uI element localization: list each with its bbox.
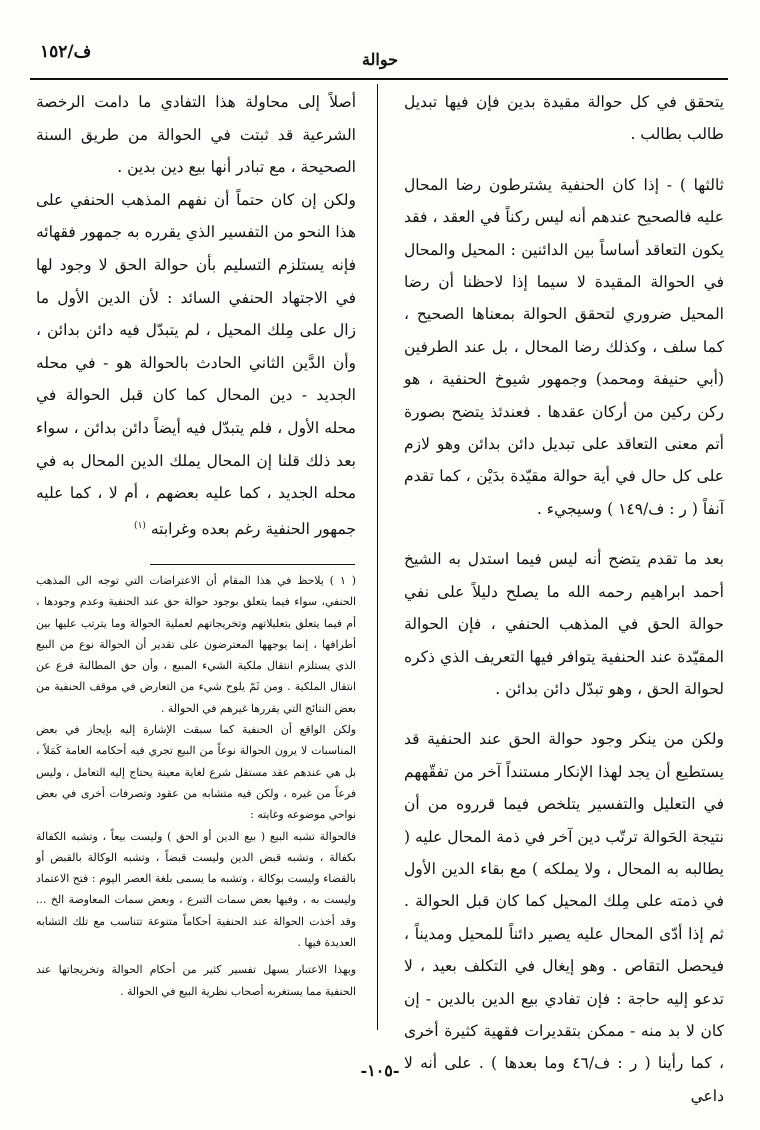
footnote: ولكن الواقع أن الحنفية كما سبقت الإشارة إليه بإيجاز في بعض المناسبات لا يرون الحوالة نوعاً من البيع تجري فيه أحكامه العامة كَمَلاً ، بل هي عندهم عقد مستقل شرع لغاية معينة يحتاج إليه التعامل ، وليس فرعاً من غيره ، ولكن فيه متشابه من عقود وتصرفات أخرى في بعض نواحي موضوعه وغايته :	[36, 723, 356, 822]
footnote-rule	[150, 564, 355, 565]
header-rule	[30, 78, 728, 80]
paragraph: ثالثها ) - إذا كان الحنفية يشترطون رضا المحال عليه فالصحيح عندهم أنه ليس ركناً في العقد ، فقد يكون التعاقد أساساً بين الدائنين : المحيل والمحال في الحوالة المقيدة لا سيما إذا لاحظنا أن رضا المحيل ضروري لتحقق الحوالة بمعناها الصحيح ، كما سلف ، وكذلك رضا المحال ، بل عند الطرفين (أبي حنيفة ومحمد) وجمهور شيوخ الحنفية ، هو ركن ركين من أركان عقدها . فعندئذ يتضح بصورة أتم معنى التعاقد على تبديل دائن بدائن وهو لازم على كل حال في أية حوالة مقيّدة بدَيْن ، كما تقدم آنفاً ( ر : ف/١٤٩ ) وسيجيء .	[404, 175, 724, 518]
paragraph	[36, 184, 356, 546]
paragraph: يتحقق في كل حوالة مقيدة بدين فإن فيها تبديل طالب بطالب .	[404, 93, 724, 144]
paragraph: بعد ما تقدم يتضح أنه ليس فيما استدل به الشيخ أحمد ابراهيم رحمه الله ما يصلح دليلاً على نفي حوالة الحق في المذهب الحنفي ، فإن الحوالة المقيّدة عند الحنفية يتوافر فيها التعريف الذي ذكره لحوالة الحق ، وهو تبدّل دائن بدائن .	[404, 550, 724, 698]
page-header	[30, 42, 730, 76]
paragraph-text: ولكن إن كان حتماً أن نفهم المذهب الحنفي على هذا النحو من التفسير الذي يقرره به جمهور فقهائه فإنه يستلزم التسليم بأن حوالة الحق لا وجود لها في الاجتهاد الحنفي السائد : لأن الدين الأول ما زال على مِلك المحيل ، لم يتبدّل فيه دائن بدائن ، وأن الدَّين الثاني الحادث بالحوالة هو - في محله الجديد - دين المحال كما كان قبل الحوالة في محله الأول ، فلم يتبدّل فيه أيضاً دائن بدائن ، سواء بعد ذلك قلنا إن المحال يملك الدين المحال به في محله الجديد ، كما عليه بعضهم ، أم لا ، كما عليه جمهور الحنفية رغم بعده وغرابته	[36, 190, 356, 538]
right-column	[404, 86, 724, 1130]
footnote: فالحوالة تشبه البيع ( بيع الدين أو الحق ) وليست بيعاً ، وتشبه الكفالة بكفالة ، وتشبه قبض الدين وليست قبضاً ، وتشبه الوكالة بالقبض أو بالقضاء وليست بوكالة ، وتشبه ما يسمى بلغة العصر اليوم : فتح الاعتماد وليست به ، وفيها بعض سمات التبرع ، وبعض سمات المعاوضة الخ ... وقد أخذت الحوالة عند الحنفية أحكاماً متنوعة تتناسب مع تلك التشابه العديدة فيها .	[36, 829, 356, 950]
column-divider	[377, 84, 378, 1030]
paragraph: ولكن من ينكر وجود حوالة الحق عند الحنفية قد يستطيع أن يجد لهذا الإنكار مستنداً آخر من تفقّههم في التعليل والتفسير يتلخص فيما قرروه من أن نتيجة الحَوالة ترتّب دين آخر في ذمة المحال عليه ( يطالبه به المحال ، ولا يملكه ) مع بقاء الدين الأول في ذمته على مِلك المحيل كما كان قبل الحوالة . ثم إذا أدّى المحال عليه يصير دائناً للمحيل ومديناً ، فيحصل التقاص . وهو إيغال في التكلف بعيد ، لا تدعو إليه حاجة : فإن تفادي بيع الدين بالدين - إن كان لا بد منه - ممكن بتقديرات فقهية كثيرة أخرى ، كما رأينا ( ر : ف/٤٦ وما بعدها ) . على أنه لا داعي	[404, 730, 724, 1105]
footnote-marker[interactable]: (١)	[134, 520, 146, 531]
page-number: -١٠٥-	[360, 1061, 400, 1080]
left-column	[36, 86, 356, 545]
footnotes	[36, 570, 356, 1002]
running-title: حوالة	[361, 50, 399, 69]
footnote: ( ١ ) يلاحظ في هذا المقام أن الاعتراضات التي توجه الى المذهب الحنفي، سواء فيما يتعلق بوجود حوالة حق عند الحنفية وعدم وجودها ، أم فيما يتعلق بتعليلاتهم وتخريجاتهم لعملية الحوالة وما يترتب عليها بين أطرافها ، إنما يوجهها المعترضون على تقدير أن الحوالة نوع من البيع الذي يستلزم انتقال ملكية الشيء المبيع ، وأن حق المطالبة فرع عن انتقال الملكية . ومن ثَمّ يلوح شيء من التعارض في موقف الحنفية من بعض النتائج التي يقررها غيرهم في الحوالة .	[36, 574, 356, 715]
footnote: وبهذا الاعتبار يسهل تفسير كثير من أحكام الحوالة وتخريجاتها عند الحنفية مما يستغربه أصحاب نظرية البيع في الحوالة .	[36, 963, 356, 998]
section-reference: ف/١٥٢	[40, 42, 92, 62]
paragraph: أصلاً إلى محاولة هذا التفادي ما دامت الرخصة الشرعية قد ثبتت في الحوالة من طريق السنة الصحيحة ، مع تبادر أنها بيع دين بدين .	[36, 93, 356, 177]
